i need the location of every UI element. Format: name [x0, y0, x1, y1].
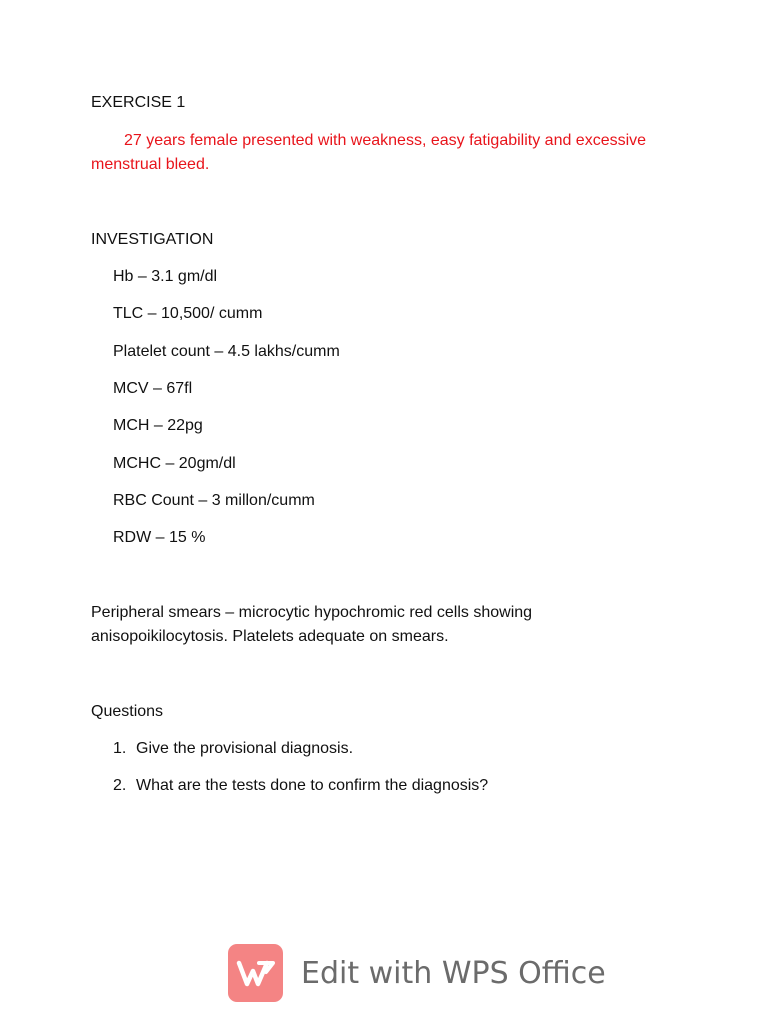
- question-number: 1.: [113, 740, 127, 757]
- case-description: 27 years female presented with weakness, easy fatigability and excessive menstrual bleed.: [91, 132, 647, 173]
- investigation-item-hb: Hb – 3.1 gm/dl: [113, 268, 218, 285]
- question-item: [113, 737, 353, 761]
- wps-logo-icon: [228, 944, 283, 1002]
- investigation-item-mchc: MCHC – 20gm/dl: [113, 455, 236, 472]
- question-number: 2.: [113, 777, 127, 794]
- investigation-heading: INVESTIGATION: [91, 231, 214, 248]
- investigation-item-mch: MCH – 22pg: [113, 417, 203, 434]
- question-item: [113, 774, 488, 798]
- peripheral-smear-text: Peripheral smears – microcytic hypochromic red cells showing anisopoikilocytosis. Platelets adequate on smears.: [91, 604, 533, 645]
- investigation-item-mcv: MCV – 67fl: [113, 380, 193, 397]
- question-text: What are the tests done to confirm the diagnosis?: [136, 777, 489, 794]
- exercise-title: EXERCISE 1: [91, 94, 186, 111]
- edit-with-wps-banner[interactable]: [228, 943, 606, 1003]
- investigation-item-rdw: RDW – 15 %: [113, 529, 206, 546]
- question-text: Give the provisional diagnosis.: [136, 740, 354, 757]
- investigation-item-tlc: TLC – 10,500/ cumm: [113, 305, 263, 322]
- investigation-item-platelet: Platelet count – 4.5 lakhs/cumm: [113, 343, 340, 360]
- edit-with-wps-label: Edit with WPS Office: [301, 955, 606, 991]
- questions-heading: Questions: [91, 703, 164, 720]
- investigation-item-rbc: RBC Count – 3 millon/cumm: [113, 492, 315, 509]
